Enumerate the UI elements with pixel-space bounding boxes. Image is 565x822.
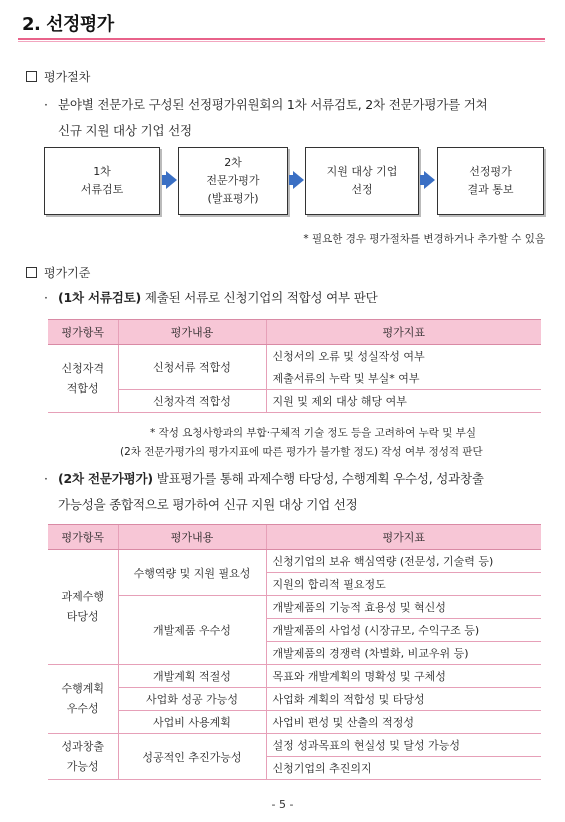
process-step-3 bbox=[305, 147, 419, 215]
content-cell: 성공적인 추진가능성 bbox=[118, 734, 266, 780]
table-header-cell: 평가지표 bbox=[266, 525, 541, 550]
table-row bbox=[48, 550, 541, 573]
step-line: (발표평가) bbox=[207, 192, 259, 205]
step-line: 결과 통보 bbox=[467, 183, 514, 196]
table-header-cell: 평가내용 bbox=[118, 525, 266, 550]
content-cell: 개발제품 우수성 bbox=[118, 596, 266, 665]
heading-rule bbox=[18, 38, 545, 40]
second-review-table bbox=[48, 524, 541, 780]
second-review-label: (2차 전문가평가) bbox=[58, 471, 153, 486]
checkbox-square-icon bbox=[26, 71, 37, 82]
second-review-text-1: 발표평가를 통해 과제수행 타당성, 수행계획 우수성, 성과창출 bbox=[152, 471, 484, 486]
indicator-cell: 제출서류의 누락 및 부실* 여부 bbox=[266, 367, 541, 390]
bullet-icon: · bbox=[44, 471, 48, 486]
step-line: 1차 bbox=[93, 165, 111, 178]
table-row bbox=[48, 711, 541, 734]
table-header-cell: 평가항목 bbox=[48, 525, 118, 550]
category-line: 가능성 bbox=[66, 759, 99, 773]
content-cell: 신청서류 적합성 bbox=[118, 345, 266, 390]
procedure-title-text: 평가절차 bbox=[44, 70, 91, 84]
indicator-cell: 개발제품의 기능적 효용성 및 혁신성 bbox=[266, 596, 541, 619]
section-heading: 2. 선정평가 bbox=[22, 14, 114, 35]
content-cell: 수행역량 및 지원 필요성 bbox=[118, 550, 266, 596]
criteria-title-text: 평가기준 bbox=[44, 266, 91, 280]
procedure-note: * 필요한 경우 평가절차를 변경하거나 추가할 수 있음 bbox=[303, 233, 545, 245]
indicator-cell: 사업비 편성 및 산출의 적정성 bbox=[266, 711, 541, 734]
category-cell bbox=[48, 665, 118, 734]
arrow-right-icon bbox=[424, 171, 435, 189]
first-review-text: 제출된 서류로 신청기업의 적합성 여부 판단 bbox=[141, 290, 378, 305]
step-line: 2차 bbox=[224, 156, 242, 169]
second-review-description bbox=[44, 466, 558, 518]
indicator-cell: 지원의 합리적 필요정도 bbox=[266, 573, 541, 596]
content-cell: 사업화 성공 가능성 bbox=[118, 688, 266, 711]
procedure-description bbox=[44, 92, 558, 144]
table-header-row bbox=[48, 525, 541, 550]
criteria-title bbox=[26, 264, 90, 281]
table-row bbox=[48, 390, 541, 413]
table-row bbox=[48, 734, 541, 757]
category-line: 수행계획 bbox=[61, 682, 104, 695]
category-line: 과제수행 bbox=[61, 590, 104, 603]
content-cell: 사업비 사용계획 bbox=[118, 711, 266, 734]
table-row bbox=[48, 688, 541, 711]
table-row bbox=[48, 665, 541, 688]
step-line: 전문가평가 bbox=[206, 174, 260, 187]
category-cell bbox=[48, 734, 118, 780]
table-header-cell: 평가항목 bbox=[48, 320, 118, 345]
first-review-note-2: (2차 전문가평가의 평가지표에 따른 평가가 불가할 정도) 작성 여부 정성적 판단 bbox=[120, 446, 483, 458]
table-header-cell: 평가지표 bbox=[266, 320, 541, 345]
content-cell: 신청자격 적합성 bbox=[118, 390, 266, 413]
process-step-4 bbox=[437, 147, 544, 215]
indicator-cell: 지원 및 제외 대상 해당 여부 bbox=[266, 390, 541, 413]
category-line: 적합성 bbox=[66, 381, 99, 395]
table-row bbox=[48, 345, 541, 368]
first-review-table bbox=[48, 319, 541, 413]
heading-rule-thin bbox=[18, 41, 545, 42]
indicator-cell: 목표와 개발계획의 명확성 및 구체성 bbox=[266, 665, 541, 688]
checkbox-square-icon bbox=[26, 267, 37, 278]
category-cell bbox=[48, 550, 118, 665]
process-step-1 bbox=[44, 147, 160, 215]
indicator-cell: 신청기업의 보유 핵심역량 (전문성, 기술력 등) bbox=[266, 550, 541, 573]
step-line: 선정평가 bbox=[469, 165, 512, 178]
indicator-cell: 신청기업의 추진의지 bbox=[266, 757, 541, 780]
bullet-icon: · bbox=[44, 290, 48, 305]
category-line: 성과창출 bbox=[61, 739, 104, 753]
bullet-icon: · bbox=[44, 97, 48, 112]
category-cell bbox=[48, 345, 118, 413]
first-review-description bbox=[44, 285, 558, 311]
page-number: - 5 - bbox=[271, 798, 294, 811]
second-review-text-2: 가능성을 종합적으로 평가하여 신규 지원 대상 기업 선정 bbox=[58, 497, 358, 512]
indicator-cell: 사업화 계획의 적합성 및 타당성 bbox=[266, 688, 541, 711]
process-step-2 bbox=[178, 147, 288, 215]
first-review-note-1: * 작성 요청사항과의 부합·구체적 기술 정도 등을 고려하여 누락 및 부실 bbox=[150, 427, 476, 439]
table-header-row bbox=[48, 320, 541, 345]
step-line: 지원 대상 기업 bbox=[326, 165, 398, 178]
table-row bbox=[48, 596, 541, 619]
indicator-cell: 신청서의 오류 및 성실작성 여부 bbox=[266, 345, 541, 368]
procedure-title bbox=[26, 68, 90, 85]
first-review-label: (1차 서류검토) bbox=[58, 290, 142, 305]
content-cell: 개발계획 적절성 bbox=[118, 665, 266, 688]
category-line: 신청자격 bbox=[61, 361, 104, 375]
category-line: 우수성 bbox=[66, 702, 99, 715]
indicator-cell: 설정 성과목표의 현실성 및 달성 가능성 bbox=[266, 734, 541, 757]
table-header-cell: 평가내용 bbox=[118, 320, 266, 345]
category-line: 타당성 bbox=[66, 610, 99, 623]
indicator-cell: 개발제품의 경쟁력 (차별화, 비교우위 등) bbox=[266, 642, 541, 665]
arrow-right-icon bbox=[166, 171, 177, 189]
procedure-desc-line2: 신규 지원 대상 기업 선정 bbox=[58, 123, 192, 138]
step-line: 선정 bbox=[351, 183, 373, 196]
step-line: 서류검토 bbox=[80, 183, 124, 196]
arrow-right-icon bbox=[293, 171, 304, 189]
procedure-desc-line1: 분야별 전문가로 구성된 선정평가위원회의 1차 서류검토, 2차 전문가평가를 거쳐 bbox=[58, 97, 488, 112]
indicator-cell: 개발제품의 사업성 (시장규모, 수익구조 등) bbox=[266, 619, 541, 642]
